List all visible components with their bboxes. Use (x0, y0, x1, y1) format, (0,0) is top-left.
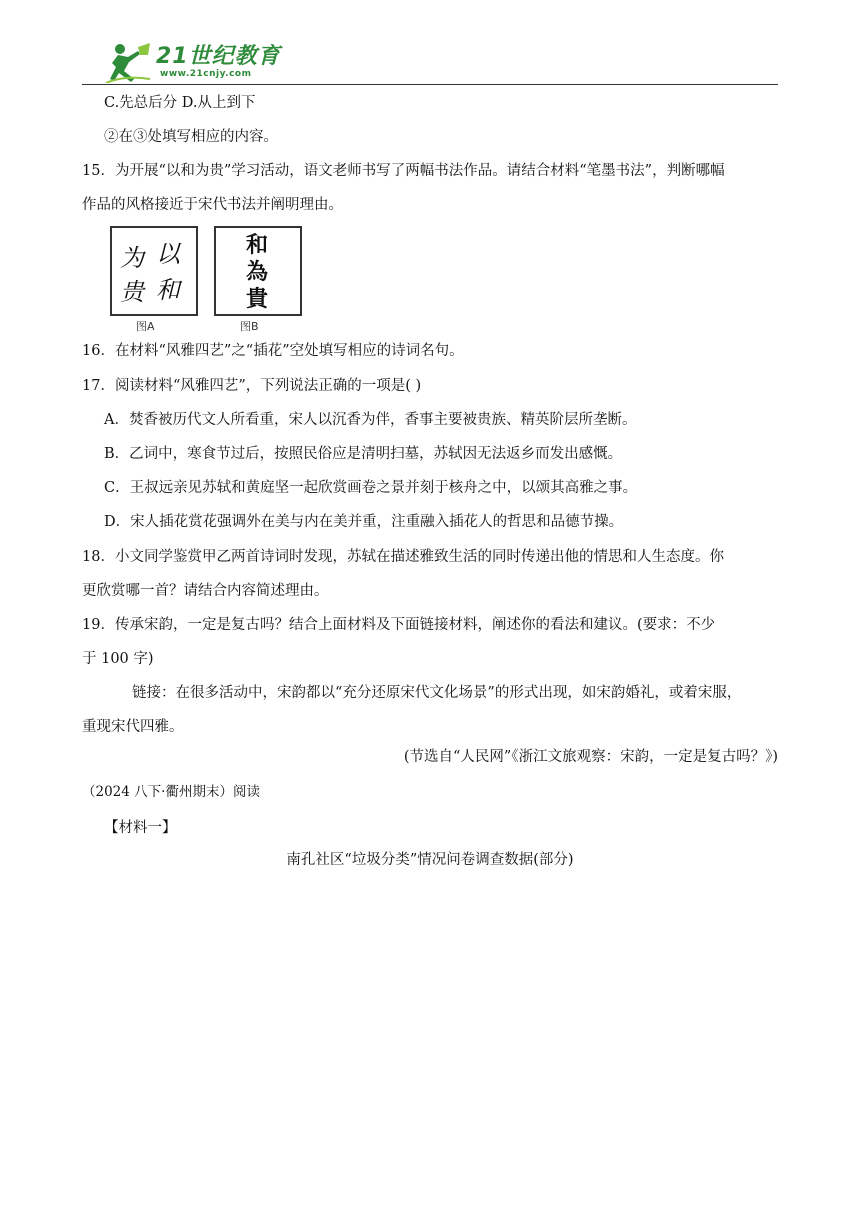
image-a-caption: 图A (136, 320, 155, 333)
question-16: 16．在材料“风雅四艺”之“插花”空处填写相应的诗词名句。 (82, 343, 464, 359)
calligraphy-image-b (214, 226, 302, 316)
logo-url: www.21cnjy.com (160, 69, 252, 79)
exam-heading: （2024 八下·衢州期末）阅读 (82, 784, 260, 800)
calligraphy-char: 以 (156, 240, 180, 268)
question-18-line1: 18．小文同学鉴赏甲乙两首诗词时发现，苏轼在描述雅致生活的同时传递出他的情思和人生态度。你 (82, 549, 724, 565)
question-17-option-b: B．乙词中，寒食节过后，按照民俗应是清明扫墓，苏轼因无法返乡而发出感慨。 (104, 446, 623, 462)
material-1-label: 【材料一】 (104, 820, 177, 836)
calligraphy-images (106, 226, 300, 334)
question-18-line2: 更欣赏哪一首？请结合内容简述理由。 (82, 583, 329, 599)
calligraphy-image-a (110, 226, 198, 316)
question-19-line2: 于 100 字) (82, 651, 154, 667)
sub-question-2: ②在③处填写相应的内容。 (104, 129, 278, 145)
runner-logo-icon (104, 41, 154, 83)
link-material-line2: 重现宋代四雅。 (82, 719, 184, 735)
option-line-c-d: C.先总后分 D.从上到下 (104, 95, 256, 111)
calligraphy-char: 贵 (120, 278, 144, 306)
question-17: 17．阅读材料“风雅四艺”，下列说法正确的一项是( ) (82, 378, 422, 394)
logo-text: 21世纪教育 (156, 44, 281, 69)
calligraphy-char: 貴 (246, 286, 269, 312)
question-15-line2: 作品的风格接近于宋代书法并阐明理由。 (82, 197, 343, 213)
calligraphy-char: 和 (156, 276, 180, 304)
question-17-option-c: C．王叔远亲见苏轼和黄庭坚一起欣赏画卷之景并刻于核舟之中，以颂其高雅之事。 (104, 480, 638, 496)
question-17-option-d: D．宋人插花赏花强调外在美与内在美并重，注重融入插花人的哲思和品德节操。 (104, 514, 624, 530)
survey-title: 南孔社区“垃圾分类”情况问卷调查数据(部分) (286, 852, 574, 868)
image-b-caption: 图B (240, 320, 259, 333)
calligraphy-char: 為 (246, 259, 269, 285)
question-15-line1: 15．为开展“以和为贵”学习活动，语文老师书写了两幅书法作品。请结合材料“笔墨书法”，判断哪幅 (82, 163, 725, 179)
header-rule (82, 84, 778, 85)
calligraphy-char: 为 (120, 244, 144, 272)
calligraphy-char: 和 (246, 232, 269, 258)
source-citation: (节选自“人民网”《浙江文旅观察：宋韵，一定是复古吗？》) (403, 749, 778, 765)
question-19-line1: 19．传承宋韵，一定是复古吗？结合上面材料及下面链接材料，阐述你的看法和建议。(要求：不少 (82, 617, 716, 633)
logo (104, 40, 281, 84)
page-header (82, 40, 778, 86)
question-17-option-a: A．焚香被历代文人所看重，宋人以沉香为伴，香事主要被贵族、精英阶层所垄断。 (104, 412, 637, 428)
link-material-line1: 链接：在很多活动中，宋韵都以“充分还原宋代文化场景”的形式出现，如宋韵婚礼，或着宋服， (132, 685, 742, 701)
